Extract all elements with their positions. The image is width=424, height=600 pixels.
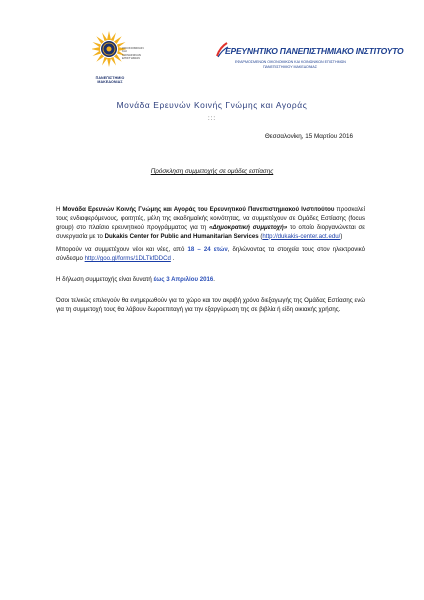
paragraph-eligibility: Μπορούν να συμμετέχουν νέοι και νέες, από 18 – 24 ετών, δηλώνοντας τα στοιχεία τους στον ηλεκτρονικό σύνδεσμο http://goo.gl/forms/1DLTkfDDCd . xyxy=(56,246,365,262)
paragraph-deadline: Η δήλωση συμμετοχής είναι δυνατή έως 3 Απριλίου 2016. xyxy=(56,276,215,283)
university-logo xyxy=(78,30,148,85)
institute-logo xyxy=(215,38,404,82)
age-range: 18 – 24 ετών xyxy=(187,246,228,253)
institute-title: ΕΡΕΥΝΗΤΙΚΟ ΠΑΝΕΠΙΣΤΗΜΙΑΚΟ ΙΝΣΤΙΤΟΥΤΟ xyxy=(225,46,404,56)
university-logo-name: ΠΑΝΕΠΙΣΤΗΜΙΟ ΜΑΚΕΔΟΝΙΑΣ xyxy=(95,76,125,85)
invitation-title: Πρόσκληση συμμετοχής σε ομάδες εστίασης xyxy=(150,168,274,175)
partner-name: Dukakis Center for Public and Humanitarian Services xyxy=(104,232,259,240)
organizer-name: Μονάδα Ερευνών Κοινής Γνώμης και Αγοράς του Ερευνητικού Πανεπιστημιακού Ινστιτούτου xyxy=(62,206,335,213)
university-logo-tag: ΟΙΚΟΝΟΜΙΚΩΝ ΚΑΙ ΚΟΙΝΩΝΙΚΩΝ ΕΠΙΣΤΗΜΩΝ xyxy=(122,46,144,61)
dukakis-center-link[interactable]: http://dukakis-center.act.edu/ xyxy=(262,232,341,240)
institute-subtitle: ΕΦΑΡΜΟΣΜΕΝΩΝ ΟΙΚΟΝΟΜΙΚΩΝ ΚΑΙ ΚΟΙΝΩΝΙΚΩΝ ΕΠΙΣΤΗΜΩΝ ΠΑΝΕΠΙΣΤΗΜΙΟΥ ΜΑΚΕΔΟΝΙΑΣ xyxy=(235,60,346,69)
separator: ::: xyxy=(207,116,216,122)
registration-form-link[interactable]: http://goo.gl/forms/1DLTkfDDCd xyxy=(84,254,171,262)
program-name: «Δημοκρατική συμμετοχή» xyxy=(209,223,288,231)
paragraph-selection: Όσοι τελικώς επιλεγούν θα ενημερωθούν για το χώρο και τον ακριβή χρόνο διεξαγωγής της Ομάδας Εστίασης ενώ για τη συμμετοχή τους θα λάβουν δωροεπιταγή για την εξαργύρωση της σε βιβλία ή είδη οικιακής χρήσης. xyxy=(56,297,365,313)
document-date: Θεσσαλονίκη, 15 Μαρτίου 2016 xyxy=(264,133,353,140)
unit-title: Μονάδα Ερευνών Κοινής Γνώμης και Αγοράς xyxy=(116,100,308,110)
sun-emblem-icon xyxy=(92,30,126,72)
deadline-date: έως 3 Απριλίου 2016 xyxy=(153,276,214,283)
paragraph-invitation: Η Μονάδα Ερευνών Κοινής Γνώμης και Αγοράς του Ερευνητικού Πανεπιστημιακού Ινστιτούτου προσκαλεί τους ενδιαφερόμενους, φοιτητές, μέλη της ακαδημαϊκής κοινότητας, να συμμετέχουν σε Ομάδες Εστίασης (focus group) στο πλαίσιο ερευνητικού προγράμματος για τη «Δημοκρατική συμμετοχή» το οποίο διοργανώνεται σε συνεργασία με το Dukakis Center for Public and Humanitarian Services (http://dukakis-center.act.edu/) xyxy=(56,206,366,240)
